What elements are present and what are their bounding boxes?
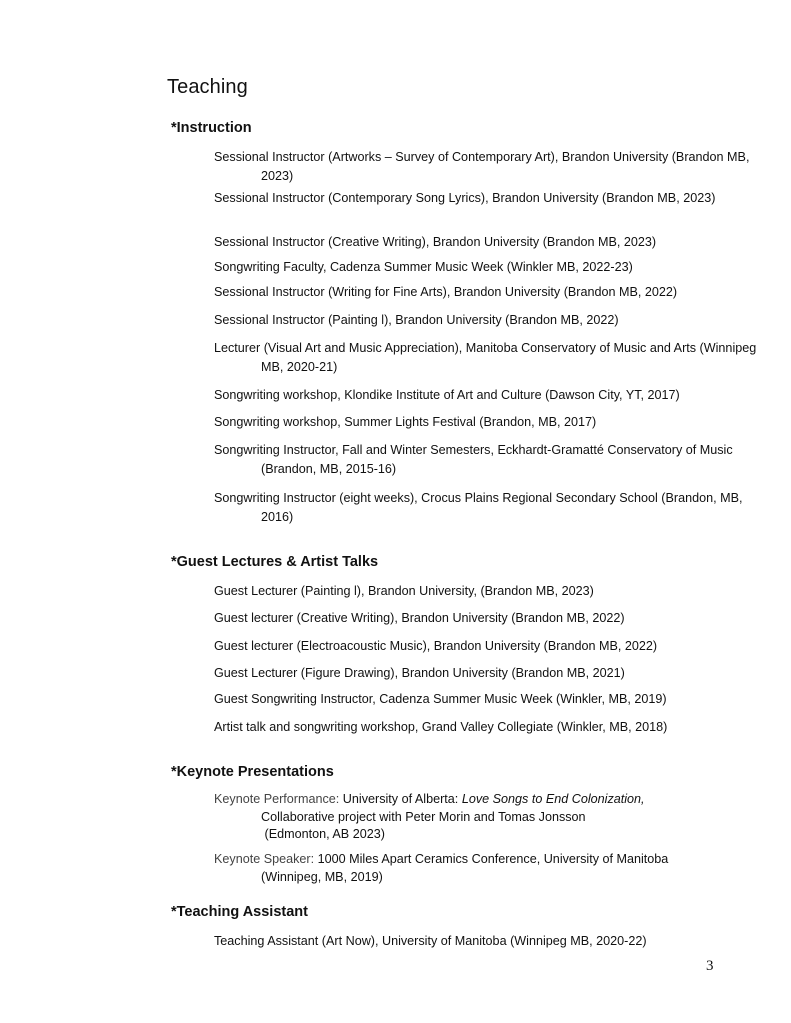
guest-lecture-entry: Artist talk and songwriting workshop, Grand Valley Collegiate (Winkler, MB, 2018)	[214, 720, 668, 734]
instruction-entry: Sessional Instructor (Artworks – Survey of Contemporary Art), Brandon University (Brandon MB, 2023)	[214, 150, 750, 183]
guest-lecture-entry: Guest Lecturer (Painting l), Brandon University, (Brandon MB, 2023)	[214, 584, 594, 598]
guest-lecture-entry: Guest Songwriting Instructor, Cadenza Summer Music Week (Winkler, MB, 2019)	[214, 692, 667, 706]
keynote-line-2: (Winnipeg, MB, 2019)	[261, 869, 383, 884]
subheading-instruction: *Instruction	[171, 120, 252, 136]
keynote-work-title: Love Songs to End Colonization,	[461, 792, 645, 806]
instruction-entry: Sessional Instructor (Writing for Fine Arts), Brandon University (Brandon MB, 2022)	[214, 285, 678, 299]
instruction-entry: Songwriting Instructor (eight weeks), Crocus Plains Regional Secondary School (Brandon, MB, 2016)	[214, 491, 743, 524]
instruction-entry: Sessional Instructor (Creative Writing), Brandon University (Brandon MB, 2023)	[214, 235, 657, 249]
section-title: Teaching	[167, 76, 248, 98]
keynote-label: Keynote Speaker:	[214, 852, 315, 866]
teaching-assistant-entry: Teaching Assistant (Art Now), University of Manitoba (Winnipeg MB, 2020-22)	[214, 934, 647, 948]
keynote-line-1	[214, 791, 724, 809]
instruction-entry: Lecturer (Visual Art and Music Appreciation), Manitoba Conservatory of Music and Arts (Winnipeg MB, 2020-21)	[214, 341, 757, 374]
subheading-keynotes: *Keynote Presentations	[171, 764, 334, 780]
subheading-teaching-assistant: *Teaching Assistant	[171, 904, 308, 920]
keynote-line-3: (Edmonton, AB 2023)	[261, 827, 385, 841]
page-number: 3	[706, 958, 714, 974]
keynote-venue: 1000 Miles Apart Ceramics Conference, University of Manitoba	[314, 852, 669, 866]
instruction-entry: Sessional Instructor (Painting l), Brandon University (Brandon MB, 2022)	[214, 313, 619, 327]
keynote-entry	[214, 851, 724, 886]
keynote-line-2: Collaborative project with Peter Morin and Tomas Jonsson	[261, 809, 586, 824]
guest-lecture-entry: Guest Lecturer (Figure Drawing), Brandon University (Brandon MB, 2021)	[214, 666, 625, 680]
instruction-entry: Songwriting workshop, Klondike Institute of Art and Culture (Dawson City, YT, 2017)	[214, 388, 680, 402]
instruction-entry: Sessional Instructor (Contemporary Song Lyrics), Brandon University (Brandon MB, 2023)	[214, 191, 716, 205]
guest-lecture-entry: Guest lecturer (Electroacoustic Music), Brandon University (Brandon MB, 2022)	[214, 639, 658, 653]
keynote-venue: University of Alberta:	[339, 792, 462, 806]
instruction-entry: Songwriting workshop, Summer Lights Festival (Brandon, MB, 2017)	[214, 415, 597, 429]
keynote-entry	[214, 791, 724, 844]
keynote-label: Keynote Performance:	[214, 792, 340, 806]
subheading-guest-lectures: *Guest Lectures & Artist Talks	[171, 554, 379, 570]
keynote-line-1	[214, 851, 724, 869]
instruction-entry: Songwriting Faculty, Cadenza Summer Music Week (Winkler MB, 2022-23)	[214, 260, 633, 274]
guest-lecture-entry: Guest lecturer (Creative Writing), Brandon University (Brandon MB, 2022)	[214, 611, 625, 625]
instruction-entry: Songwriting Instructor, Fall and Winter Semesters, Eckhardt-Gramatté Conservatory of Music (Brandon, MB, 2015-16)	[214, 443, 733, 476]
